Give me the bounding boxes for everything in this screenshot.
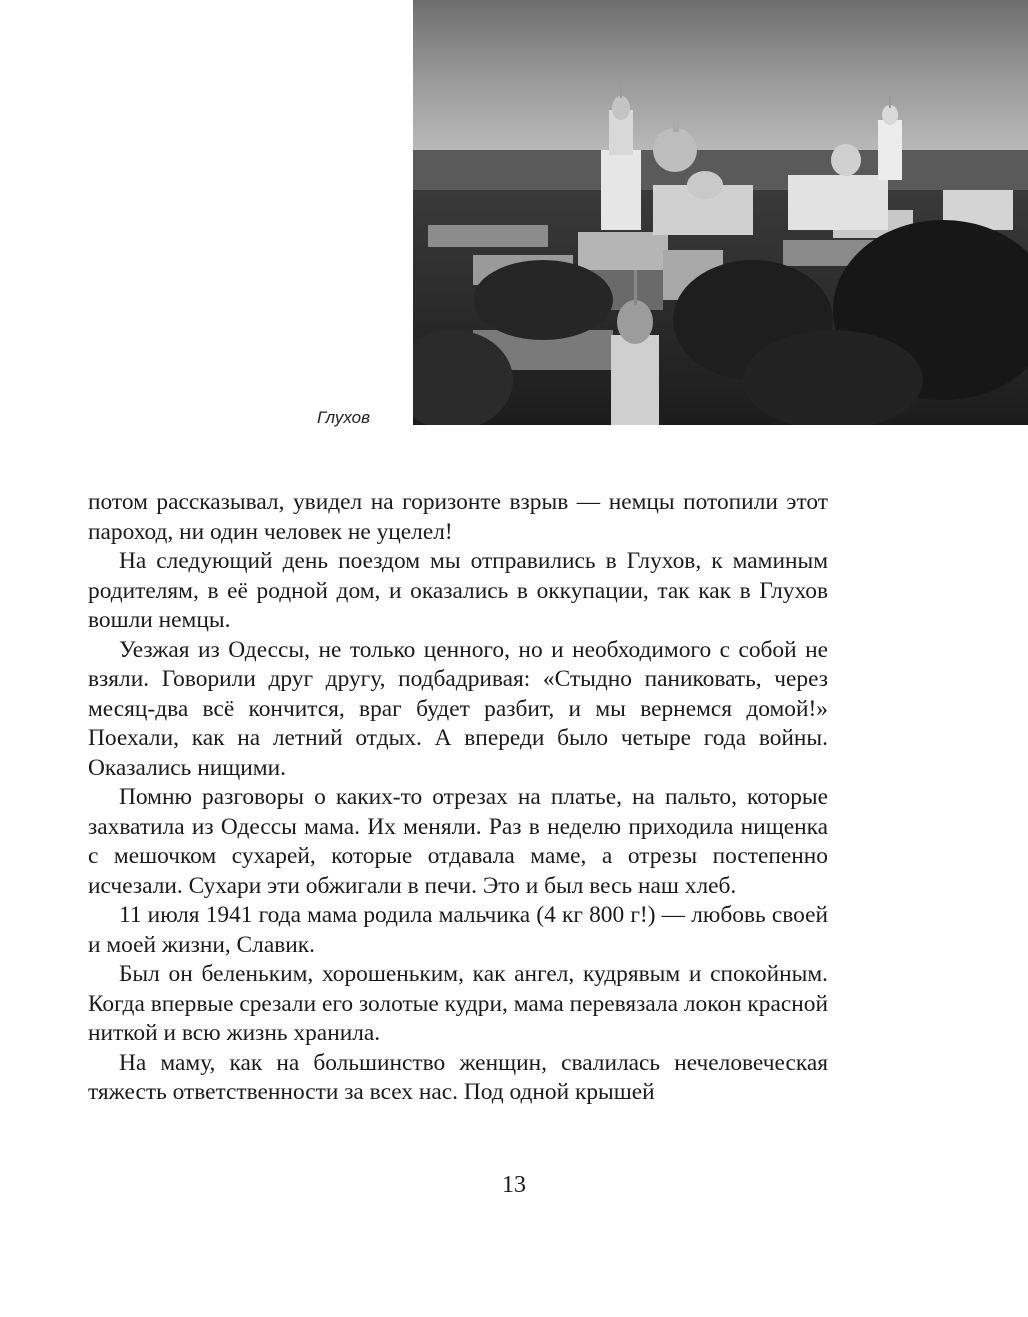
paragraph: На маму, как на большинство женщин, свалилась нечеловеческая тяжесть ответственности за всех нас. Под одной крышей <box>88 1049 828 1105</box>
paragraph: Уезжая из Одессы, не только ценного, но и необходимого с собой не взяли. Говорили друг другу, подбадривая: «Стыдно паниковать, через месяц-два всё кончится, враг будет разбит, и мы вернемся домой!» Поехали, как на летний отдых. А впереди было четыре года войны. Оказались нищими. <box>88 636 828 781</box>
paragraph: Помню разговоры о каких-то отрезах на платье, на пальто, которые захватила из Одессы мама. Их меняли. Раз в неделю приходила нищенка с мешочком сухарей, которые отдавала маме, а отрезы постепенно исчезали. Сухари эти обжигали в печи. Это и был весь наш хлеб. <box>88 784 828 899</box>
paragraph: потом рассказывал, увидел на горизонте взрыв — немцы потопили этот пароход, ни один человек не уцелел! <box>88 489 828 545</box>
glukhov-photo <box>413 0 1028 425</box>
photo-caption: Глухов <box>316 408 370 427</box>
body-text <box>88 488 828 1108</box>
paragraph: На следующий день поездом мы отправились в Глухов, к маминым родителям, в её родной дом, и оказались в оккупации, так как в Глухов вошли немцы. <box>88 548 828 633</box>
page-number: 13 <box>502 1172 526 1198</box>
photo-illustration <box>413 0 1028 425</box>
paragraph: 11 июля 1941 года мама родила мальчика (4 кг 800 г!) — любовь своей и моей жизни, Славик. <box>88 902 828 958</box>
paragraph: Был он беленьким, хорошеньким, как ангел, кудрявым и спокойным. Когда впервые срезали его золотые кудри, мама перевязала локон красной ниткой и всю жизнь хранила. <box>88 961 828 1046</box>
